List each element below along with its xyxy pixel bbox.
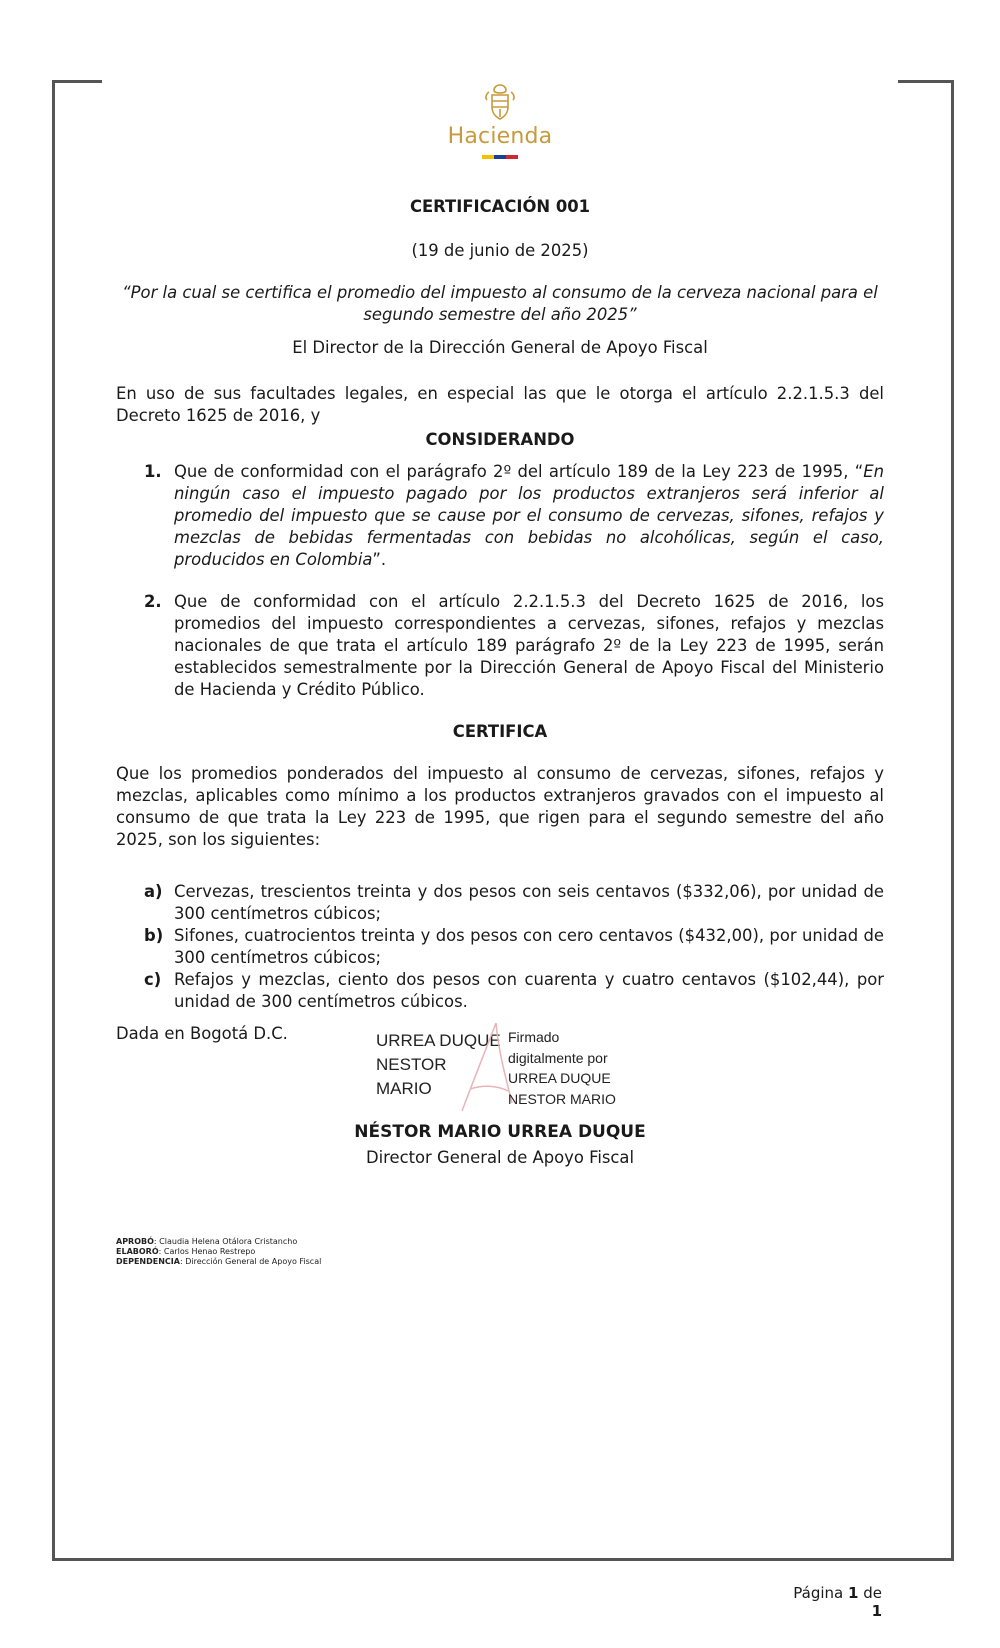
flag-yellow (482, 155, 494, 159)
hacienda-logo (420, 82, 580, 159)
frame-corner-right (898, 80, 951, 83)
footnote-line (116, 1257, 321, 1267)
item-number: 2. (144, 592, 162, 611)
coat-of-arms-icon (480, 82, 520, 122)
rates-list (144, 881, 884, 1013)
item-text: Refajos y mezclas, ciento dos pesos con cuarenta y cuatro centavos ($102,44), por unidad de 300 centímetros cúbicos. (174, 970, 884, 1011)
item-number: 1. (144, 462, 162, 481)
footnote-value: : Carlos Henao Restrepo (158, 1247, 256, 1256)
item-text: Cervezas, trescientos treinta y dos pesos con seis centavos ($332,06), por unidad de 300 centímetros cúbicos; (174, 882, 884, 923)
signature-name-line: MARIO (376, 1079, 432, 1098)
footnote-value: : Dirección General de Apoyo Fiscal (179, 1257, 322, 1266)
intro-paragraph: En uso de sus facultades legales, en especial las que le otorga el artículo 2.2.1.5.3 del Decreto 1625 de 2016, y (116, 384, 884, 425)
item-letter: a) (144, 882, 163, 901)
signature-info-line: URREA DUQUE (508, 1070, 611, 1086)
place-line: Dada en Bogotá D.C. (116, 1024, 288, 1043)
document-date: (19 de junio de 2025) (411, 241, 589, 260)
document-title: CERTIFICACIÓN 001 (409, 197, 591, 216)
item-letter: c) (144, 970, 162, 989)
list-item (144, 461, 884, 571)
document-subject: “Por la cual se certifica el promedio del impuesto al consumo de la cerveza nacional para el segundo semestre del año 2025” (122, 283, 878, 324)
footnote-label: ELABORÓ (116, 1247, 159, 1256)
flag-stripe (482, 155, 518, 159)
item-letter: b) (144, 926, 164, 945)
footnote-value: : Claudia Helena Otálora Cristancho (153, 1237, 298, 1246)
considerando-list (144, 461, 884, 701)
item-text-after: ”. (372, 550, 387, 569)
document-body (116, 196, 884, 1169)
director-line: El Director de la Dirección General de Apoyo Fiscal (292, 338, 708, 357)
list-item (144, 881, 884, 925)
footnote-label: DEPENDENCIA (116, 1257, 180, 1266)
signature-info-line: Firmado (508, 1029, 560, 1045)
signature-info-line: digitalmente por (508, 1049, 608, 1066)
list-item (144, 925, 884, 969)
signer-name: NÉSTOR MARIO URREA DUQUE (354, 1122, 646, 1142)
page-prefix: Página (793, 1584, 849, 1602)
approval-footnote (116, 1237, 321, 1267)
considerando-heading: CONSIDERANDO (425, 430, 575, 449)
certifica-paragraph: Que los promedios ponderados del impuesto al consumo de cervezas, sifones, refajos y mezclas, aplicables como mínimo a los productos extranjeros gravados con el impuesto al consumo de que trata la Ley 223 de 1995, que rigen para el segundo semestre del año 2025, son los siguientes: (116, 764, 884, 849)
list-item (144, 969, 884, 1013)
page-total: 1 (871, 1602, 882, 1620)
certifica-heading: CERTIFICA (452, 722, 548, 741)
list-item (144, 591, 884, 701)
footnote-label: APROBÓ (116, 1237, 154, 1246)
quoted-law-text: En ningún caso el impuesto pagado por los productos extranjeros será inferior al promedio del impuesto que se cause por el consumo de cervezas, sifones, refajos y mezclas de bebidas fermentadas con bebidas no alcohólicas, según el caso, producidos en Colombia (174, 462, 884, 569)
signature-block (116, 1023, 884, 1115)
footnote-line (116, 1247, 321, 1257)
flag-red (506, 155, 518, 159)
item-text-before: Que de conformidad con el parágrafo 2º del artículo 189 de la Ley 223 de 1995, “ (174, 462, 864, 481)
signature-name-line: URREA DUQUE (376, 1031, 501, 1050)
footnote-line (116, 1237, 321, 1247)
flag-blue (494, 155, 506, 159)
logo-text: Hacienda (447, 124, 553, 149)
signature-name-line: NESTOR (376, 1055, 447, 1074)
item-text: Sifones, cuatrocientos treinta y dos pesos con cero centavos ($432,00), por unidad de 300 centímetros cúbicos; (174, 926, 884, 967)
item-text: Que de conformidad con el artículo 2.2.1.5.3 del Decreto 1625 de 2016, los promedios del impuesto correspondientes a cervezas, sifones, refajos y mezclas nacionales de que trata el artículo 189 parágrafo 2º de la Ley 223 de 1995, serán establecidos semestralmente por la Dirección General de Apoyo Fiscal del Ministerio de Hacienda y Crédito Público. (174, 592, 884, 699)
digital-signature-mark-icon (456, 1019, 516, 1119)
frame-corner-left (52, 80, 102, 83)
page-current: 1 (848, 1584, 859, 1602)
page-number (780, 1584, 882, 1620)
item-text (174, 461, 884, 571)
signature-info-line: NESTOR MARIO (508, 1090, 616, 1107)
signature-info (508, 1027, 658, 1109)
signer-role: Director General de Apoyo Fiscal (365, 1148, 635, 1167)
page-middle: de (858, 1584, 882, 1602)
